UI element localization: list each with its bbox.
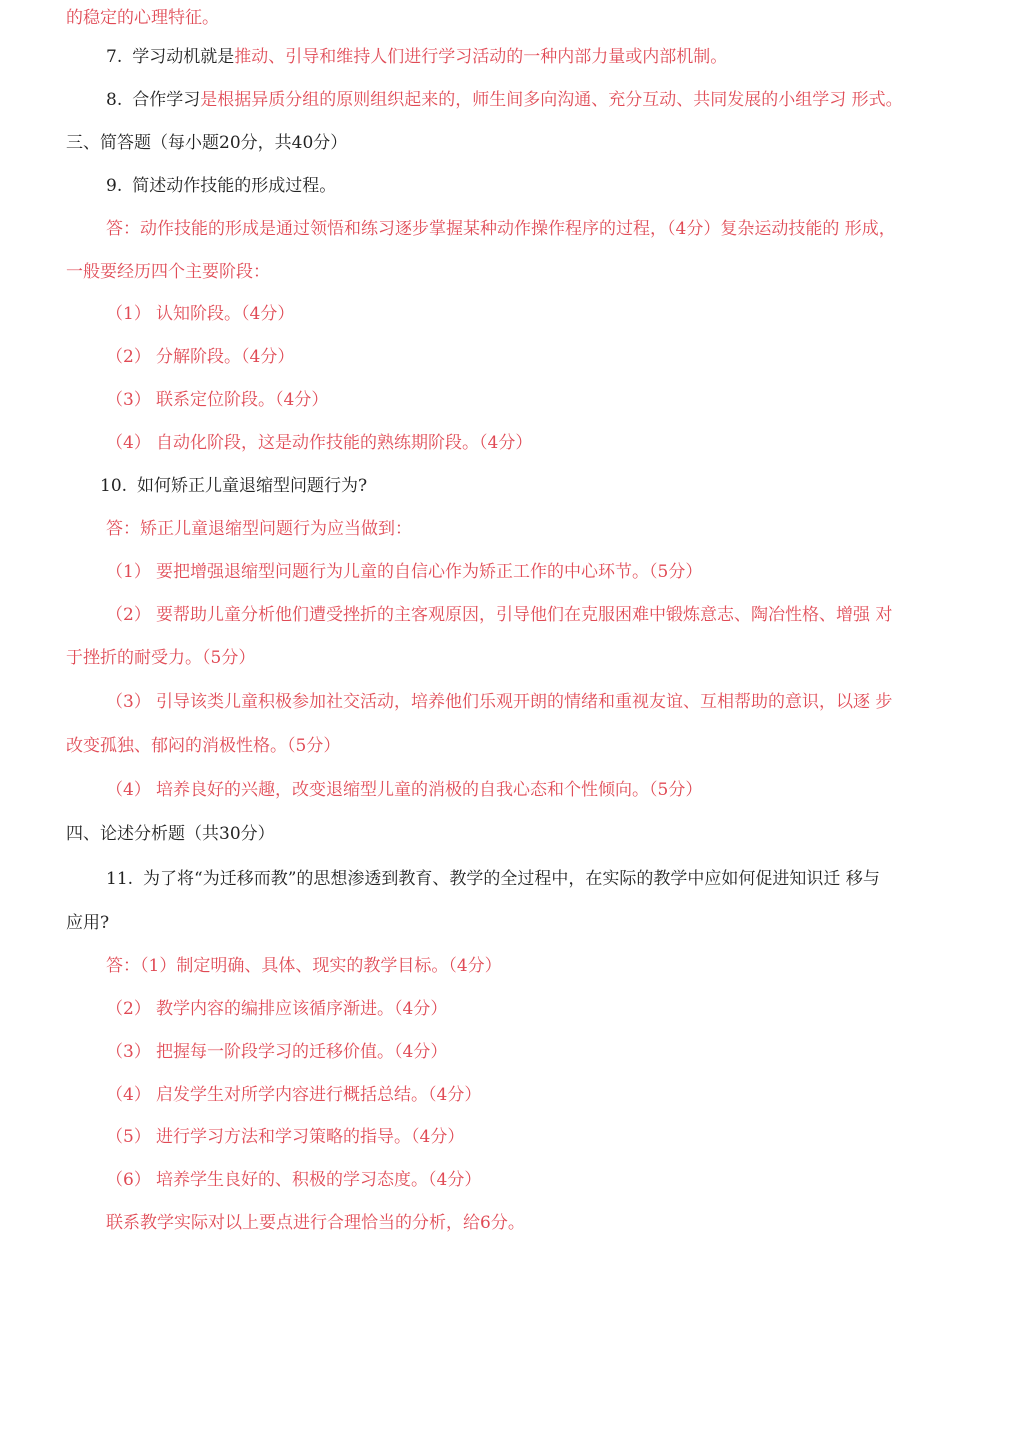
answer-9-item-2 [106, 346, 294, 368]
item-text: 认知阶段。（4分） [156, 304, 295, 324]
definition: 是根据异质分组的原则组织起来的，师生间多向沟通、充分互动、共同发展的小组学习 形式。 [200, 90, 903, 110]
answer-9-intro-cont: 一般要经历四个主要阶段： [66, 262, 270, 282]
answer-10-item-1 [106, 561, 702, 583]
item-number: （2） [106, 605, 151, 625]
section-heading-3: 三、简答题（每小题20分，共40分） [66, 133, 348, 153]
answer-9-item-1 [106, 303, 294, 325]
question-number: 9. [106, 176, 123, 196]
item-text: 要把增强退缩型问题行为儿童的自信心作为矫正工作的中心环节。（5分） [156, 562, 703, 582]
item-number: （2） [106, 347, 151, 367]
question-text: 简述动作技能的形成过程。 [132, 176, 337, 196]
answer-11-item-5 [106, 1126, 464, 1148]
question-text: 为了将“为迁移而教”的思想渗透到教育、教学的全过程中，在实际的教学中应如何促进知识迁 移与 [143, 869, 880, 889]
term: 学习动机就是 [132, 47, 235, 67]
answer-10-item-3-cont: 改变孤独、郁闷的消极性格。（5分） [66, 736, 341, 756]
item-text: 培养良好的兴趣，改变退缩型儿童的消极的自我心态和个性倾向。（5分） [156, 780, 703, 800]
answer-10-item-2 [106, 604, 892, 626]
section-heading-4: 四、论述分析题（共30分） [66, 824, 275, 844]
item-text: 联系定位阶段。（4分） [156, 390, 329, 410]
question-7 [106, 46, 727, 68]
answer-10-item-2-cont: 于挫折的耐受力。（5分） [66, 648, 256, 668]
item-text: 自动化阶段，这是动作技能的熟练期阶段。（4分） [156, 433, 533, 453]
answer-10-item-4 [106, 779, 702, 801]
item-text: 引导该类儿童积极参加社交活动，培养他们乐观开朗的情绪和重视友谊、互相帮助的意识，以逐 步 [156, 692, 893, 712]
answer-9-item-3 [106, 389, 328, 411]
answer-11-item-1: 答：（1）制定明确、具体、现实的教学目标。（4分） [106, 956, 502, 976]
answer-11-item-4 [106, 1084, 481, 1106]
continued-line: 的稳定的心理特征。 [66, 8, 219, 28]
item-text: 培养学生良好的、积极的学习态度。（4分） [156, 1170, 482, 1190]
item-text: 把握每一阶段学习的迁移价值。（4分） [156, 1042, 448, 1062]
question-number: 10. [100, 476, 128, 496]
question-9 [106, 175, 336, 197]
answer-11-item-3 [106, 1041, 447, 1063]
question-number: 7. [106, 47, 123, 67]
question-text: 如何矫正儿童退缩型问题行为? [137, 476, 368, 496]
item-number: （4） [106, 780, 151, 800]
item-number: （4） [106, 1085, 151, 1105]
item-text: 进行学习方法和学习策略的指导。（4分） [156, 1127, 465, 1147]
question-number: 8. [106, 90, 123, 110]
question-number: 11. [106, 869, 134, 889]
answer-10-item-3 [106, 691, 892, 713]
answer-11-item-6 [106, 1169, 481, 1191]
item-number: （6） [106, 1170, 151, 1190]
answer-9-intro: 答：动作技能的形成是通过领悟和练习逐步掌握某种动作操作程序的过程，（4分）复杂运动技能的 形成， [106, 219, 896, 239]
item-text: 要帮助儿童分析他们遭受挫折的主客观原因，引导他们在克服困难中锻炼意志、陶冶性格、增强 对 [156, 605, 893, 625]
question-11 [106, 868, 880, 890]
answer-11-conclusion: 联系教学实际对以上要点进行合理恰当的分析，给6分。 [106, 1213, 525, 1233]
item-number: （1） [106, 304, 151, 324]
item-number: （4） [106, 433, 151, 453]
item-number: （1） [106, 562, 151, 582]
definition: 推动、引导和维持人们进行学习活动的一种内部力量或内部机制。 [234, 47, 728, 67]
question-8 [106, 89, 903, 111]
item-number: （3） [106, 390, 151, 410]
question-10 [100, 475, 367, 497]
answer-11-item-2 [106, 998, 447, 1020]
item-text: 分解阶段。（4分） [156, 347, 295, 367]
answer-10-intro: 答：矫正儿童退缩型问题行为应当做到： [106, 519, 412, 539]
question-11-cont: 应用? [66, 913, 110, 933]
item-number: （3） [106, 692, 151, 712]
item-number: （5） [106, 1127, 151, 1147]
answer-9-item-4 [106, 432, 532, 454]
item-number: （3） [106, 1042, 151, 1062]
item-number: （2） [106, 999, 151, 1019]
term: 合作学习 [132, 90, 201, 110]
item-text: 教学内容的编排应该循序渐进。（4分） [156, 999, 448, 1019]
item-text: 启发学生对所学内容进行概括总结。（4分） [156, 1085, 482, 1105]
